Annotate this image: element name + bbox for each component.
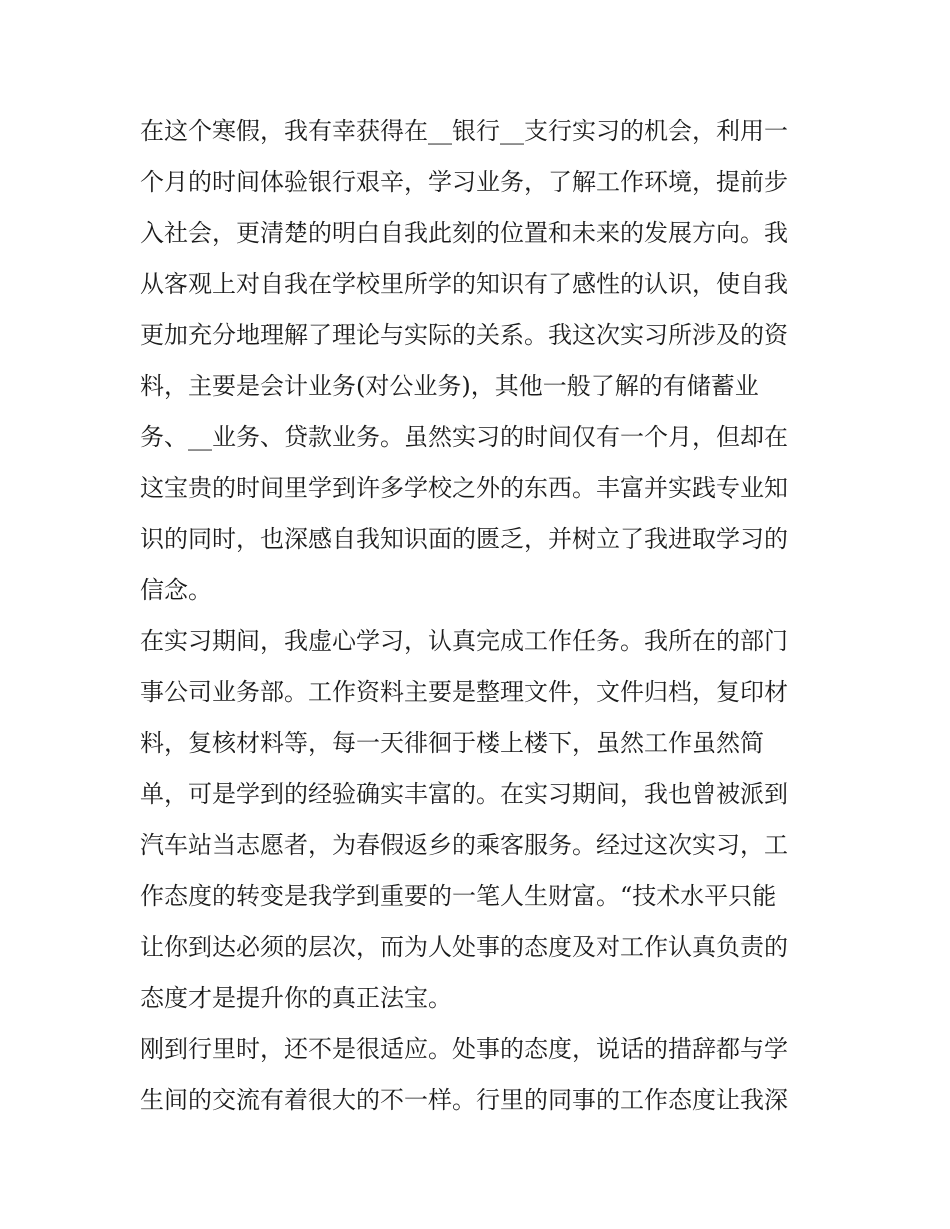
paragraph-internship-intro: [140, 106, 830, 616]
text-line: 生间的交流有着很大的不一样。行里的同事的工作态度让我深: [140, 1086, 788, 1114]
text-line: 在实习期间，我虚心学习，认真完成工作任务。我所在的部门: [140, 627, 788, 655]
text-line: 作态度的转变是我学到重要的一笔人生财富。“技术水平只能: [140, 882, 777, 910]
text-line: 汽车站当志愿者，为春假返乡的乘客服务。经过这次实习，工: [140, 831, 788, 859]
text-line: 单，可是学到的经验确实丰富的。在实习期间，我也曾被派到: [140, 780, 788, 808]
text-line: 从客观上对自我在学校里所学的知识有了感性的认识，使自我: [140, 270, 788, 298]
paragraph-internship-period: [140, 616, 830, 1024]
text-line: 更加充分地理解了理论与实际的关系。我这次实习所涉及的资: [140, 321, 788, 349]
text-line: 务、__业务、贷款业务。虽然实习的时间仅有一个月，但却在: [140, 423, 788, 451]
text-line: 态度才是提升你的真正法宝。: [140, 984, 452, 1012]
text-line: 事公司业务部。工作资料主要是整理文件，文件归档，复印材: [140, 678, 788, 706]
text-line: 识的同时，也深感自我知识面的匮乏，并树立了我进取学习的: [140, 525, 788, 553]
text-line: 让你到达必须的层次，而为人处事的态度及对工作认真负责的: [140, 933, 788, 961]
text-line: 信念。: [140, 576, 212, 604]
text-line: 在这个寒假，我有幸获得在__银行__支行实习的机会，利用一: [140, 117, 788, 145]
paragraph-adaptation: [140, 1024, 830, 1126]
text-line: 个月的时间体验银行艰辛，学习业务，了解工作环境，提前步: [140, 168, 788, 196]
document-body: [140, 106, 830, 1126]
text-line: 料，主要是会计业务(对公业务)，其他一般了解的有储蓄业: [140, 372, 759, 400]
text-line: 入社会，更清楚的明白自我此刻的位置和未来的发展方向。我: [140, 219, 788, 247]
text-line: 料，复核材料等，每一天徘徊于楼上楼下，虽然工作虽然简: [140, 729, 764, 757]
text-line: 这宝贵的时间里学到许多学校之外的东西。丰富并实践专业知: [140, 474, 788, 502]
text-line: 刚到行里时，还不是很适应。处事的态度，说话的措辞都与学: [140, 1035, 788, 1063]
